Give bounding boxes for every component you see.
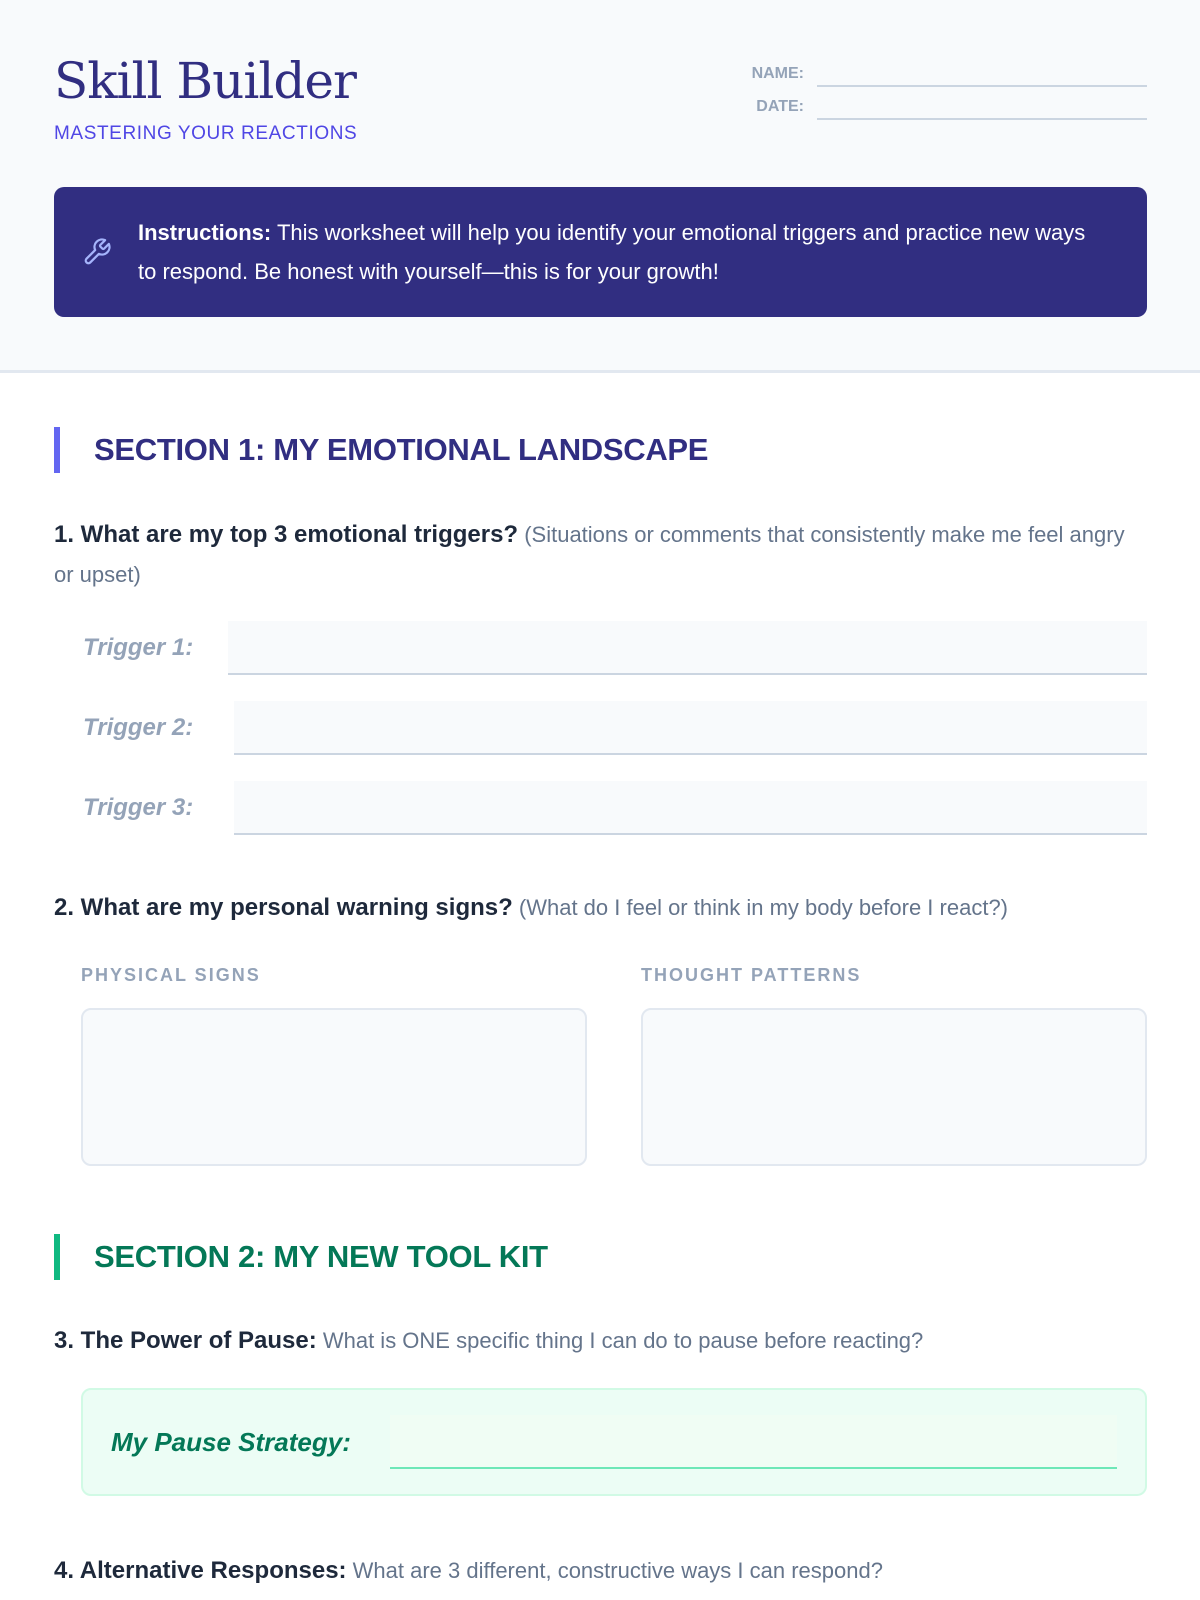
question-1-text: 1. What are my top 3 emotional triggers?: [54, 521, 519, 548]
page-title: Skill Builder: [54, 52, 356, 110]
instructions-lead: Instructions:: [138, 220, 272, 245]
physical-signs-box[interactable]: [81, 1008, 587, 1166]
trigger-row-3: [83, 781, 1147, 835]
trigger-2-label: Trigger 2:: [83, 714, 194, 741]
pause-strategy-field[interactable]: [390, 1415, 1117, 1469]
trigger-1-field[interactable]: [228, 621, 1147, 675]
trigger-3-label: Trigger 3:: [83, 794, 194, 821]
name-field[interactable]: [817, 63, 1147, 87]
question-4-hint: What are 3 different, constructive ways I can respond?: [346, 1558, 883, 1583]
question-3: [54, 1321, 1148, 1361]
pause-strategy-box: [81, 1388, 1147, 1496]
trigger-row-2: [83, 701, 1147, 755]
date-field[interactable]: [817, 96, 1147, 120]
wrench-icon: [82, 237, 112, 267]
question-4: [54, 1551, 1148, 1591]
name-row: [747, 54, 1147, 87]
question-3-text: 3. The Power of Pause:: [54, 1327, 317, 1354]
section-1-title: SECTION 1: MY EMOTIONAL LANDSCAPE: [54, 427, 708, 473]
question-2: [54, 888, 1148, 928]
page-subtitle: MASTERING YOUR REACTIONS: [54, 123, 358, 144]
instructions-body: This worksheet will help you identify your emotional triggers and practice new ways to respond. Be honest with yourself—this is for your growth!: [138, 220, 1086, 284]
question-3-hint: What is ONE specific thing I can do to pause before reacting?: [316, 1328, 924, 1353]
trigger-row-1: [83, 621, 1147, 675]
pause-strategy-label: My Pause Strategy:: [111, 1426, 351, 1457]
trigger-3-field[interactable]: [234, 781, 1147, 835]
physical-signs-label: PHYSICAL SIGNS: [81, 965, 261, 985]
date-label: DATE:: [756, 98, 804, 115]
question-4-text: 4. Alternative Responses:: [54, 1557, 347, 1584]
worksheet-header: [0, 0, 1200, 373]
instructions-text: [138, 213, 1103, 291]
question-2-hint: (What do I feel or think in my body before I react?): [512, 895, 1009, 920]
question-1: [54, 515, 1148, 595]
thought-patterns-box[interactable]: [641, 1008, 1147, 1166]
question-2-text: 2. What are my personal warning signs?: [54, 894, 513, 921]
trigger-1-label: Trigger 1:: [83, 634, 194, 661]
name-label: NAME:: [751, 65, 804, 82]
trigger-2-field[interactable]: [234, 701, 1147, 755]
date-row: [747, 87, 1147, 120]
thought-patterns-label: THOUGHT PATTERNS: [641, 965, 862, 985]
question-1-hint: (Situations or comments that consistently make me feel angry or upset): [54, 522, 1125, 587]
instructions-banner: [54, 187, 1147, 317]
section-2-title: SECTION 2: MY NEW TOOL KIT: [54, 1234, 548, 1280]
name-date-block: [747, 54, 1147, 120]
